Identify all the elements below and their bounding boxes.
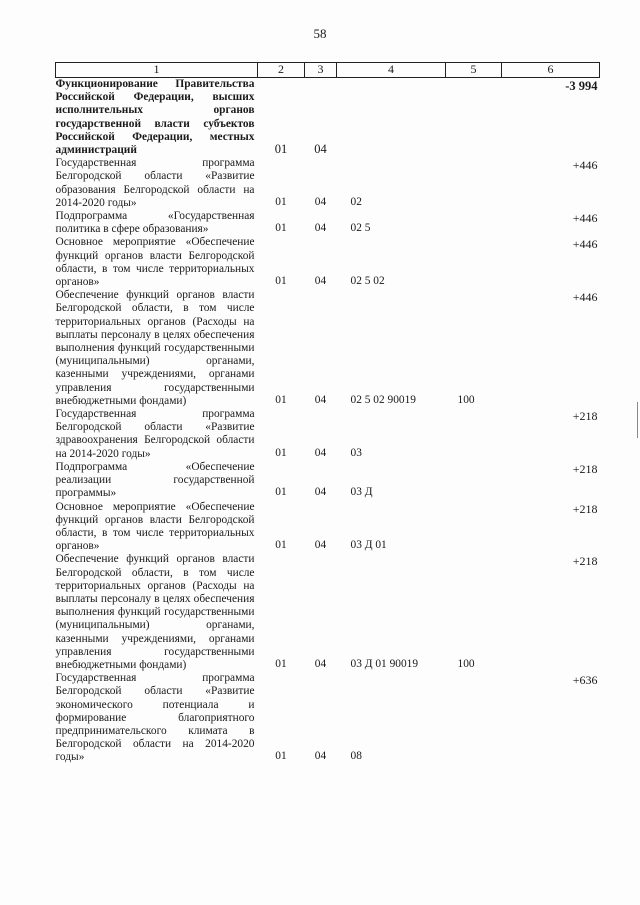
table-row (56, 157, 600, 210)
row-name: Государственная программа Белгородской области «Развитие экономического потенциала и формирование благоприятного предпринимательского климата в Белгородской области на 2014-2020 годы» (55, 672, 255, 764)
row-name: Государственная программа Белгородской области «Развитие образования Белгородской области на 2014-2020 годы» (55, 157, 255, 209)
row-target-article: 02 5 (350, 222, 371, 235)
row-amount: +446 (572, 237, 598, 252)
row-section: 01 (275, 222, 287, 235)
row-subsection: 04 (314, 486, 327, 499)
row-target-article: 02 (350, 195, 362, 208)
row-subsection: 04 (314, 222, 327, 235)
header-col-6: 6 (502, 63, 600, 78)
row-section: 01 (275, 539, 287, 552)
row-section: 01 (275, 750, 287, 763)
row-amount: +636 (572, 673, 598, 688)
header-col-3: 3 (305, 63, 337, 78)
row-expense-type (446, 78, 502, 158)
row-target-article: 03 (350, 446, 362, 459)
row-target-article: 02 5 02 90019 (350, 393, 416, 406)
row-target-article (337, 78, 446, 158)
table-row (56, 289, 600, 408)
row-subsection: 04 (314, 539, 327, 552)
row-expense-type (446, 210, 502, 236)
header-col-1: 1 (56, 63, 258, 78)
row-name: Подпрограмма «Обеспечение реализации государственной программы» (55, 460, 255, 500)
row-name: Обеспечение функций органов власти Белгородской области, в том числе территориальных органов (Расходы на выплаты персоналу в целях обеспечения выполнения функций государственными (муниципальными) органами, казенными учреждениями, органами управления государственными внебюджетными фондами) (55, 289, 255, 407)
row-section: 01 (274, 142, 288, 157)
row-subsection: 04 (314, 446, 327, 459)
row-subsection: 04 (314, 275, 327, 288)
row-name: Обеспечение функций органов власти Белгородской области, в том числе территориальных органов (Расходы на выплаты персоналу в целях обеспечения выполнения функций государственными (муниципальными) органами, казенными учреждениями, органами управления государственными внебюджетными фондами) (55, 553, 255, 671)
row-section: 01 (275, 486, 287, 499)
table-row (56, 553, 600, 672)
row-target-article: 03 Д 01 (350, 539, 387, 552)
table-row (56, 210, 600, 236)
row-section: 01 (275, 275, 287, 288)
row-amount: +218 (572, 501, 598, 516)
table-row (56, 78, 600, 158)
header-row (56, 63, 600, 78)
row-target-article: 03 Д (350, 486, 373, 499)
table-row (56, 461, 600, 501)
page-number: 58 (313, 26, 327, 41)
row-name: Функционирование Правительства Российской Федерации, высших исполнительных органов государственной власти субъектов Российской Федерации, местных администраций (55, 78, 255, 157)
row-amount: +218 (572, 461, 598, 476)
row-expense-type (446, 236, 502, 289)
header-col-5: 5 (446, 63, 502, 78)
row-expense-type: 100 (457, 657, 475, 670)
row-expense-type (446, 461, 502, 501)
table-row (56, 408, 600, 461)
scan-edge-mark (637, 402, 638, 438)
row-expense-type (446, 672, 502, 764)
row-expense-type (446, 501, 502, 554)
row-name: Подпрограмма «Государственная политика в сфере образования» (55, 210, 255, 236)
row-amount: +218 (572, 409, 598, 424)
row-section: 01 (275, 393, 287, 406)
row-amount: +446 (572, 211, 598, 226)
row-expense-type (446, 408, 502, 461)
row-target-article: 03 Д 01 90019 (350, 657, 419, 670)
row-name: Государственная программа Белгородской области «Развитие здравоохранения Белгородской области на 2014-2020 годы» (55, 408, 255, 460)
row-name: Основное мероприятие «Обеспечение функций органов власти Белгородской области, в том числе территориальных органов» (55, 236, 255, 289)
row-amount: +446 (572, 290, 598, 305)
row-target-article: 02 5 02 (350, 275, 385, 288)
row-amount: +446 (572, 158, 598, 173)
table-row (56, 672, 600, 764)
row-section: 01 (275, 446, 287, 459)
row-subsection: 04 (314, 657, 327, 670)
header-col-4: 4 (337, 63, 446, 78)
row-subsection: 04 (314, 142, 327, 157)
row-expense-type: 100 (457, 393, 475, 406)
budget-table (55, 62, 600, 765)
row-amount: -3 994 (565, 79, 598, 93)
header-col-2: 2 (258, 63, 305, 78)
row-amount: +218 (572, 554, 598, 569)
row-target-article: 08 (350, 750, 362, 763)
row-subsection: 04 (314, 195, 327, 208)
table-row (56, 236, 600, 289)
row-subsection: 04 (314, 750, 327, 763)
row-subsection: 04 (314, 393, 327, 406)
row-expense-type (446, 157, 502, 210)
row-section: 01 (275, 657, 287, 670)
row-name: Основное мероприятие «Обеспечение функций органов власти Белгородской области, в том числе территориальных органов» (55, 500, 255, 553)
row-section: 01 (275, 195, 287, 208)
table-row (56, 501, 600, 554)
